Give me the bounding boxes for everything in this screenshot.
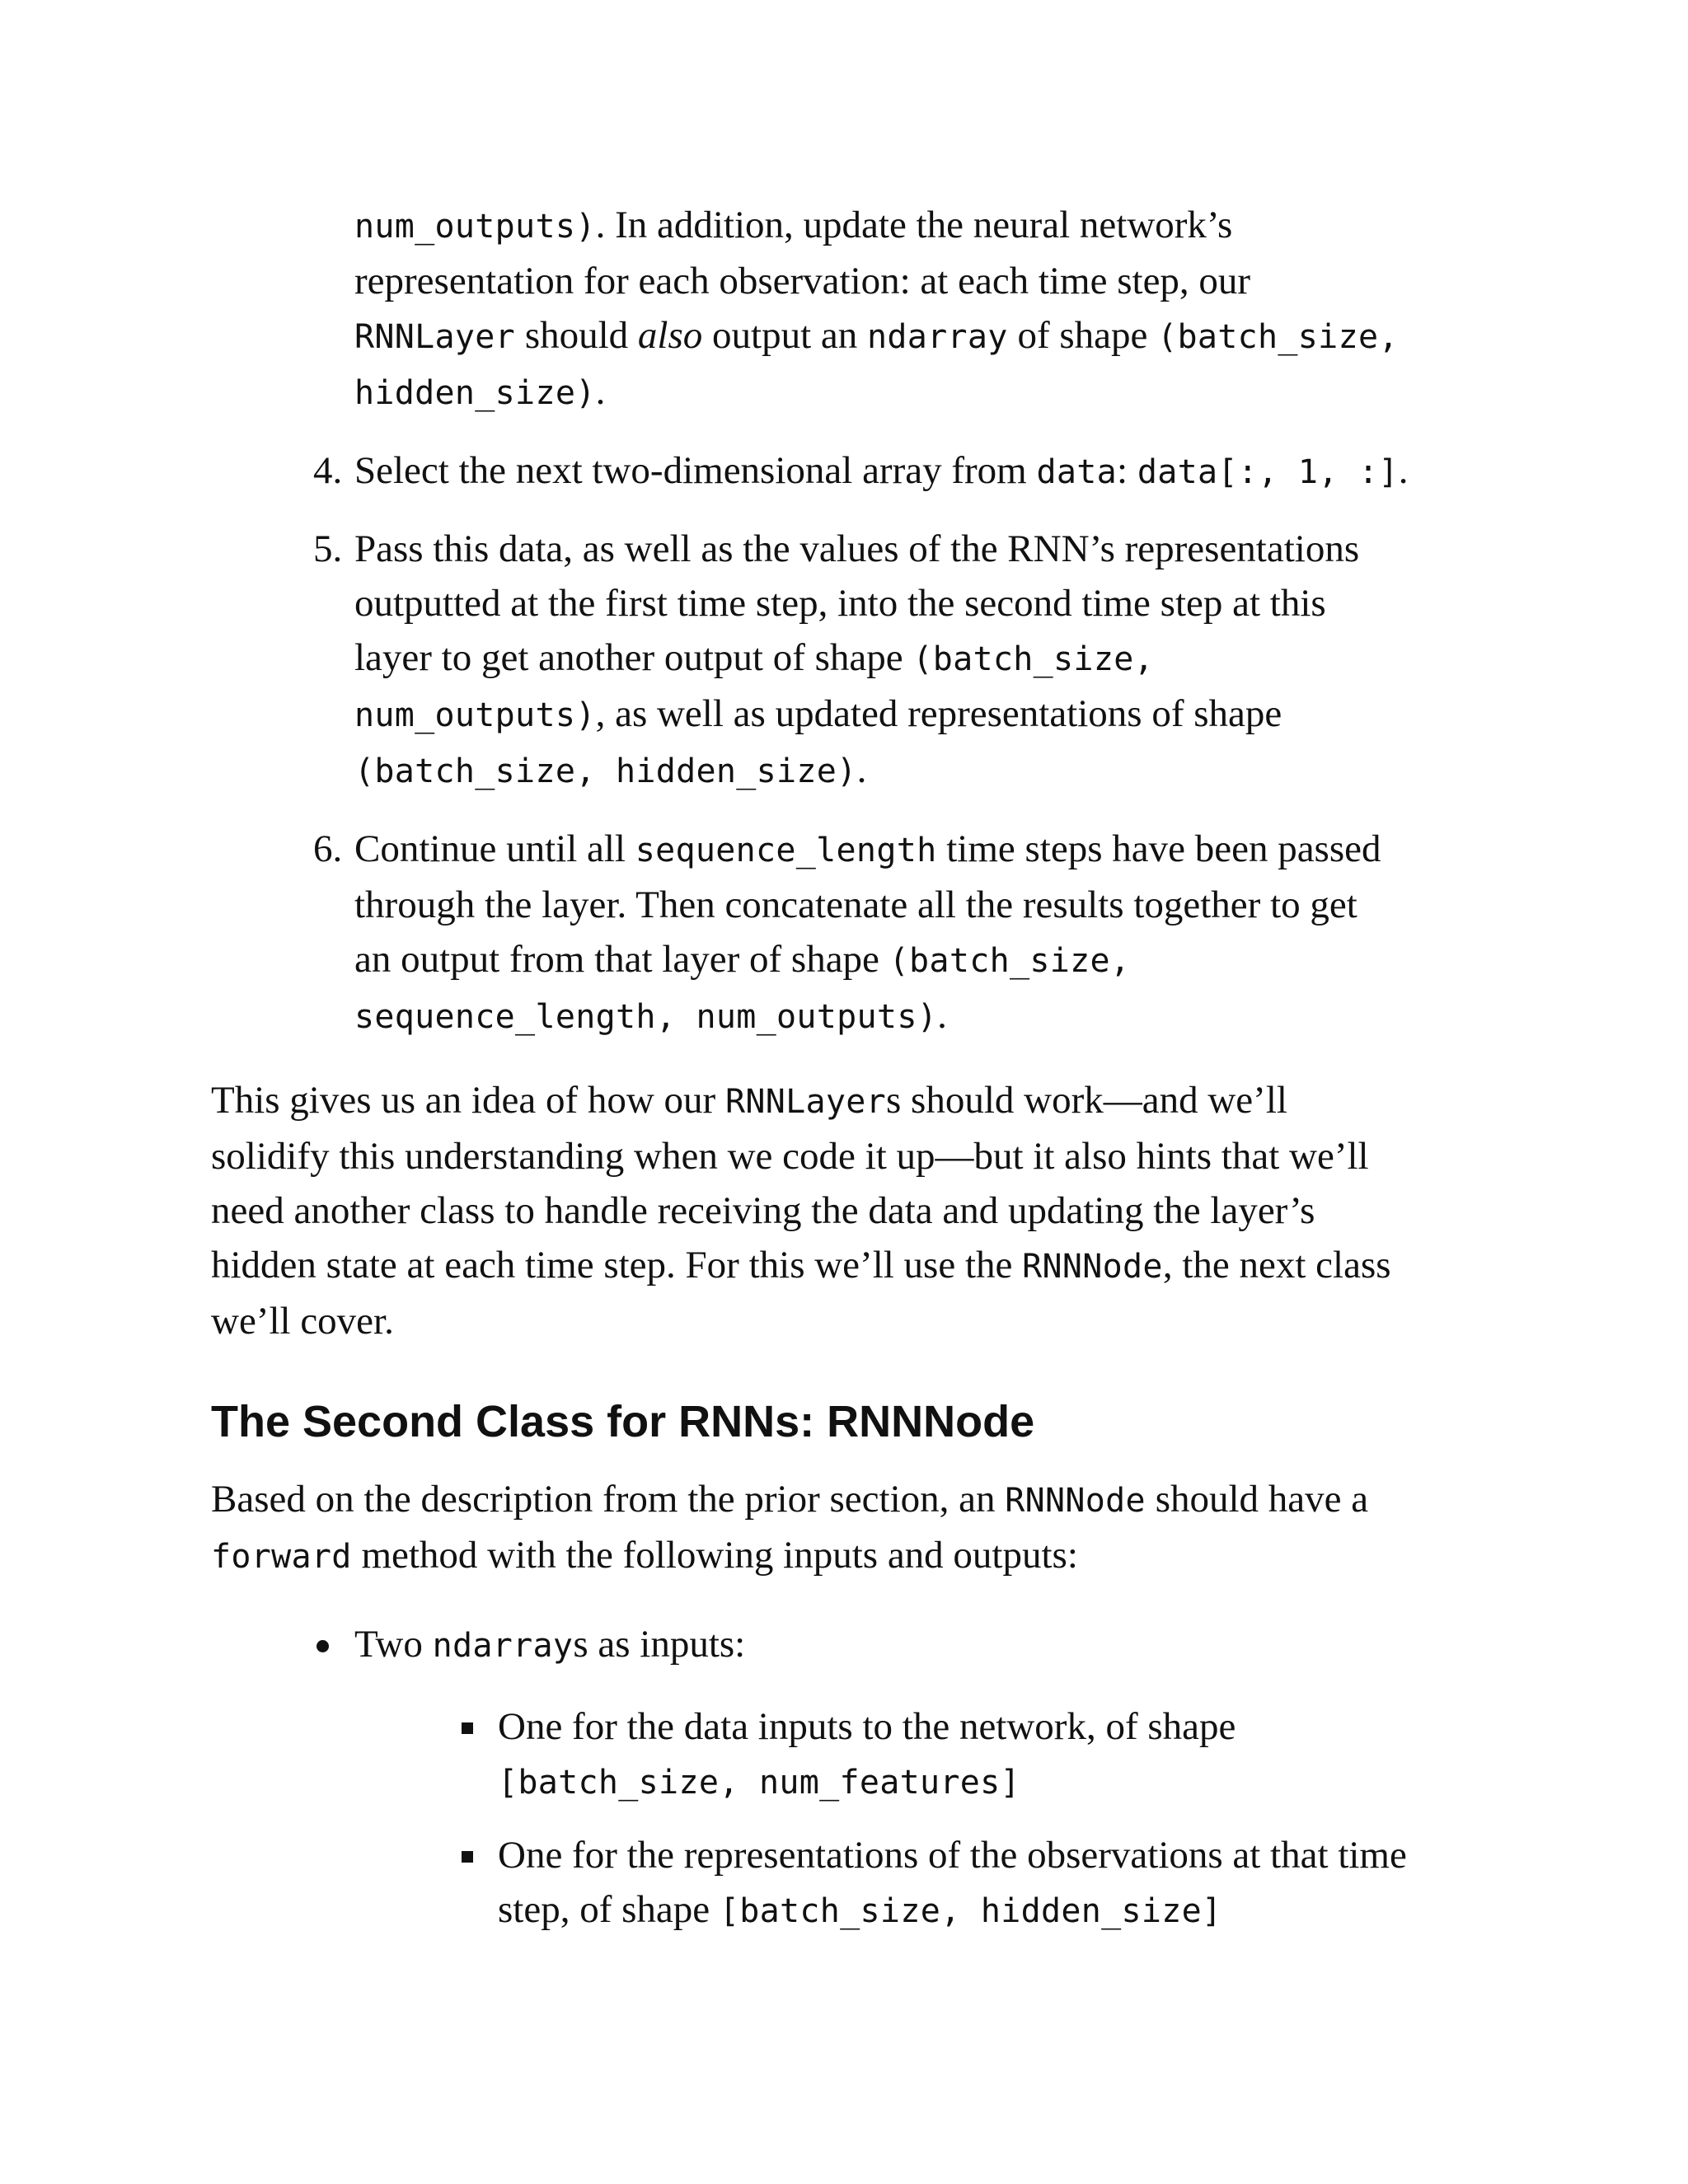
text: representation for each observation: at each time step, our	[354, 260, 1251, 302]
text: Two	[354, 1623, 433, 1666]
text: we’ll cover.	[211, 1300, 394, 1343]
text: should have a	[1145, 1478, 1369, 1521]
inline-code: sequence_length	[635, 832, 937, 869]
text: .	[856, 748, 867, 791]
text: solidify this understanding when we code it up—but it also hints that we’ll	[211, 1135, 1369, 1178]
bullet-square-icon	[462, 1851, 473, 1863]
list-item-5	[313, 522, 1484, 799]
text: This gives us an idea of how our	[211, 1079, 725, 1122]
text: Select the next two-dimensional array from	[354, 449, 1037, 492]
inline-code: ndarray	[867, 318, 1008, 356]
text: :	[1117, 449, 1137, 492]
sub-bullet-item	[498, 1699, 1503, 1810]
text: s should work—and we’ll	[886, 1079, 1287, 1122]
text: .	[937, 994, 947, 1037]
list-number: 5.	[313, 527, 343, 570]
inline-code: RNNLayer	[724, 1083, 887, 1121]
inline-code: [batch_size, num_features]	[498, 1764, 1020, 1802]
inline-code: forward	[211, 1538, 352, 1576]
text: hidden state at each time step. For this we’ll use the	[211, 1244, 1023, 1286]
text: , as well as updated representations of shape	[595, 692, 1282, 735]
section-heading: The Second Class for RNNs: RNNNode	[211, 1397, 1035, 1446]
inline-code: (batch_size,	[1157, 318, 1399, 356]
text: layer to get another output of shape	[354, 636, 913, 679]
text: step, of shape	[498, 1888, 720, 1931]
text: Pass this data, as well as the values of the RNN’s representations	[354, 527, 1360, 570]
inline-code: RNNNode	[1022, 1248, 1163, 1286]
inline-code: sequence_length, num_outputs)	[354, 998, 938, 1036]
text: of shape	[1007, 314, 1158, 357]
inline-code: (batch_size,	[889, 942, 1131, 980]
inline-code: [batch_size, hidden_size]	[719, 1892, 1222, 1930]
bullet-square-icon	[462, 1722, 473, 1734]
text: through the layer. Then concatenate all the results together to get	[354, 883, 1357, 926]
text: One for the representations of the observations at that time	[498, 1834, 1407, 1877]
body-paragraph	[211, 1472, 1497, 1584]
list-number: 6.	[313, 827, 343, 870]
inline-code: hidden_size)	[354, 374, 596, 412]
text: outputted at the first time step, into the second time step at this	[354, 582, 1326, 625]
text: an output from that layer of shape	[354, 938, 889, 981]
emphasis: also	[637, 314, 703, 357]
text: .	[595, 370, 606, 413]
list-number: 4.	[313, 449, 343, 492]
inline-code: num_outputs)	[354, 696, 596, 734]
text: Based on the description from the prior section, an	[211, 1478, 1006, 1521]
text: should	[515, 314, 638, 357]
inline-code: num_outputs)	[354, 208, 596, 246]
bullet-dot-icon	[316, 1640, 329, 1652]
inline-code: RNNNode	[1005, 1482, 1146, 1520]
text: , the next class	[1162, 1244, 1391, 1286]
text: output an	[702, 314, 868, 357]
text: method with the following inputs and outputs:	[351, 1534, 1078, 1577]
list-item-4	[313, 443, 1484, 499]
text: Continue until all	[354, 827, 635, 870]
bullet-item	[354, 1617, 1492, 1673]
inline-code: data	[1036, 453, 1117, 491]
inline-code: ndarray	[432, 1627, 574, 1665]
text: .	[1398, 449, 1409, 492]
list-item-6	[313, 822, 1484, 1044]
inline-code: RNNLayer	[354, 318, 516, 356]
text: need another class to handle receiving the data and updating the layer’s	[211, 1189, 1315, 1232]
list-item-3-continuation	[354, 198, 1484, 420]
text: . In addition, update the neural network’s	[595, 204, 1233, 246]
text: time steps have been passed	[936, 827, 1381, 870]
text: s as inputs:	[573, 1623, 746, 1666]
sub-bullet-item	[498, 1828, 1503, 1938]
inline-code: data[:, 1, :]	[1137, 453, 1399, 491]
inline-code: (batch_size, hidden_size)	[354, 752, 857, 790]
text: One for the data inputs to the network, of shape	[498, 1705, 1236, 1748]
body-paragraph	[211, 1073, 1497, 1348]
inline-code: (batch_size,	[912, 640, 1154, 678]
